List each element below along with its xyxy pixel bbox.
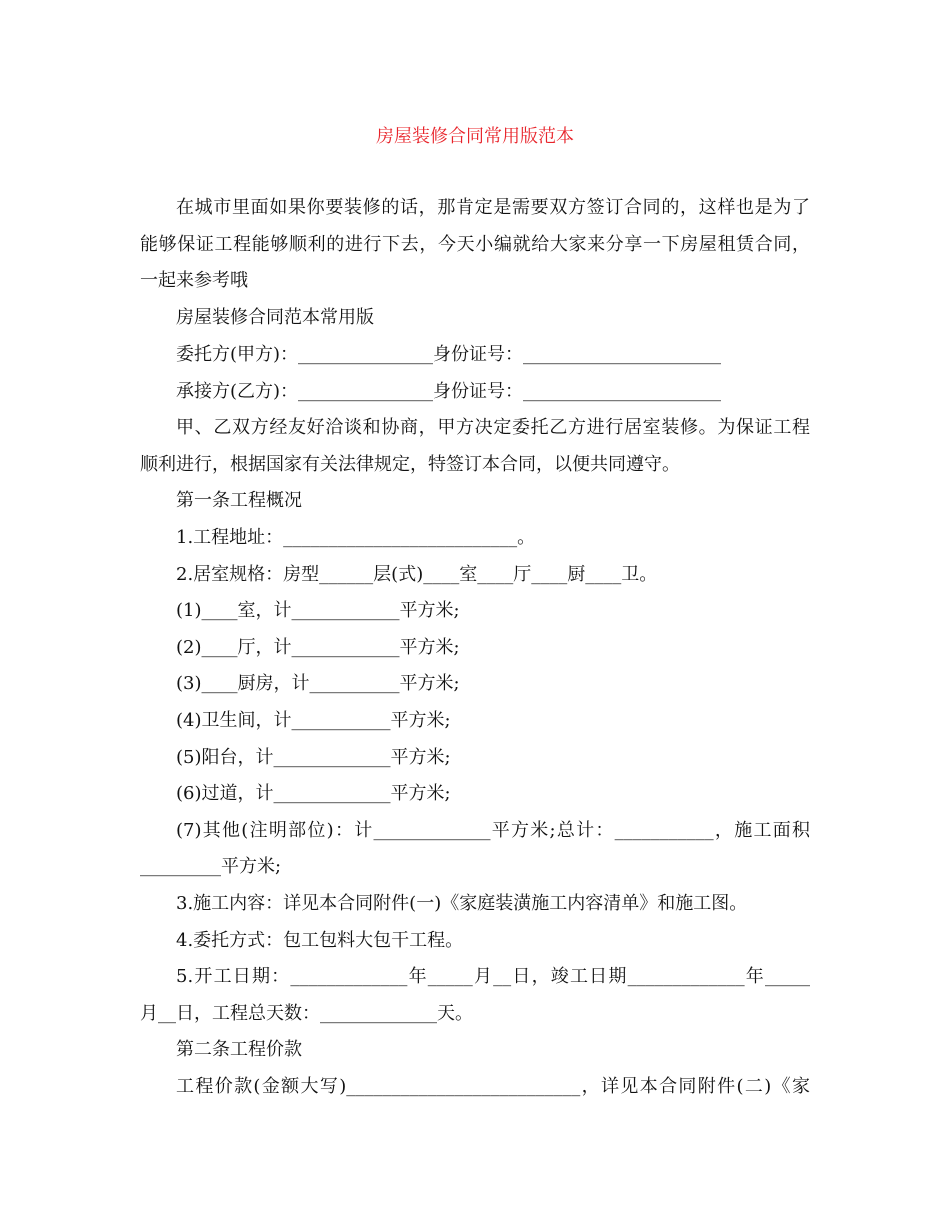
- intro-line-2: 能够保证工程能够顺利的进行下去，今天小编就给大家来分享一下房屋租赁合同，: [140, 234, 810, 255]
- price-line: 工程价款(金额大写)__________________________，详见本合同附件(二)《家: [176, 1076, 810, 1097]
- spec-item-7: (7)其他(注明部位)：计_____________平方米;总计：___________，施工面积: [176, 820, 810, 841]
- room-spec: 2.居室规格：房型______层(式)____室____厅____厨____卫。: [176, 564, 658, 585]
- commission-method: 4.委托方式：包工包料大包干工程。: [176, 930, 464, 951]
- spec-item-3: (3)____厨房，计__________平方米;: [176, 673, 460, 694]
- spec-item-1: (1)____室，计____________平方米;: [176, 600, 460, 621]
- document-title: 房屋装修合同常用版范本: [376, 126, 574, 147]
- article-2-heading: 第二条工程价款: [176, 1039, 302, 1060]
- dates-line-1: 5.开工日期：_____________年_____月__日，竣工日期_____________年_____: [176, 966, 810, 987]
- article-1-heading: 第一条工程概况: [176, 490, 302, 511]
- agreement-line-1: 甲、乙双方经友好洽谈和协商，甲方决定委托乙方进行居室装修。为保证工程: [176, 417, 810, 438]
- spec-item-7-cont: _________平方米;: [140, 856, 282, 877]
- subtitle: 房屋装修合同范本常用版: [176, 307, 374, 328]
- party-b-line: 承接方(乙方)：_______________身份证号：______________________: [176, 381, 722, 402]
- spec-item-6: (6)过道，计_____________平方米;: [176, 783, 451, 804]
- spec-item-5: (5)阳台，计_____________平方米;: [176, 747, 451, 768]
- construction-content: 3.施工内容：详见本合同附件(一)《家庭装潢施工内容清单》和施工图。: [176, 893, 748, 914]
- dates-line-2: 月__日，工程总天数：_____________天。: [140, 1003, 473, 1024]
- spec-item-4: (4)卫生间，计___________平方米;: [176, 710, 451, 731]
- spec-item-2: (2)____厅，计____________平方米;: [176, 637, 460, 658]
- intro-line-3: 一起来参考哦: [140, 270, 248, 291]
- agreement-line-2: 顺利进行，根据国家有关法律规定，特签订本合同，以便共同遵守。: [140, 454, 680, 475]
- party-a-line: 委托方(甲方)：_______________身份证号：______________________: [176, 344, 722, 365]
- intro-line-1: 在城市里面如果你要装修的话，那肯定是需要双方签订合同的，这样也是为了: [176, 197, 810, 218]
- project-address: 1.工程地址：__________________________。: [176, 527, 536, 548]
